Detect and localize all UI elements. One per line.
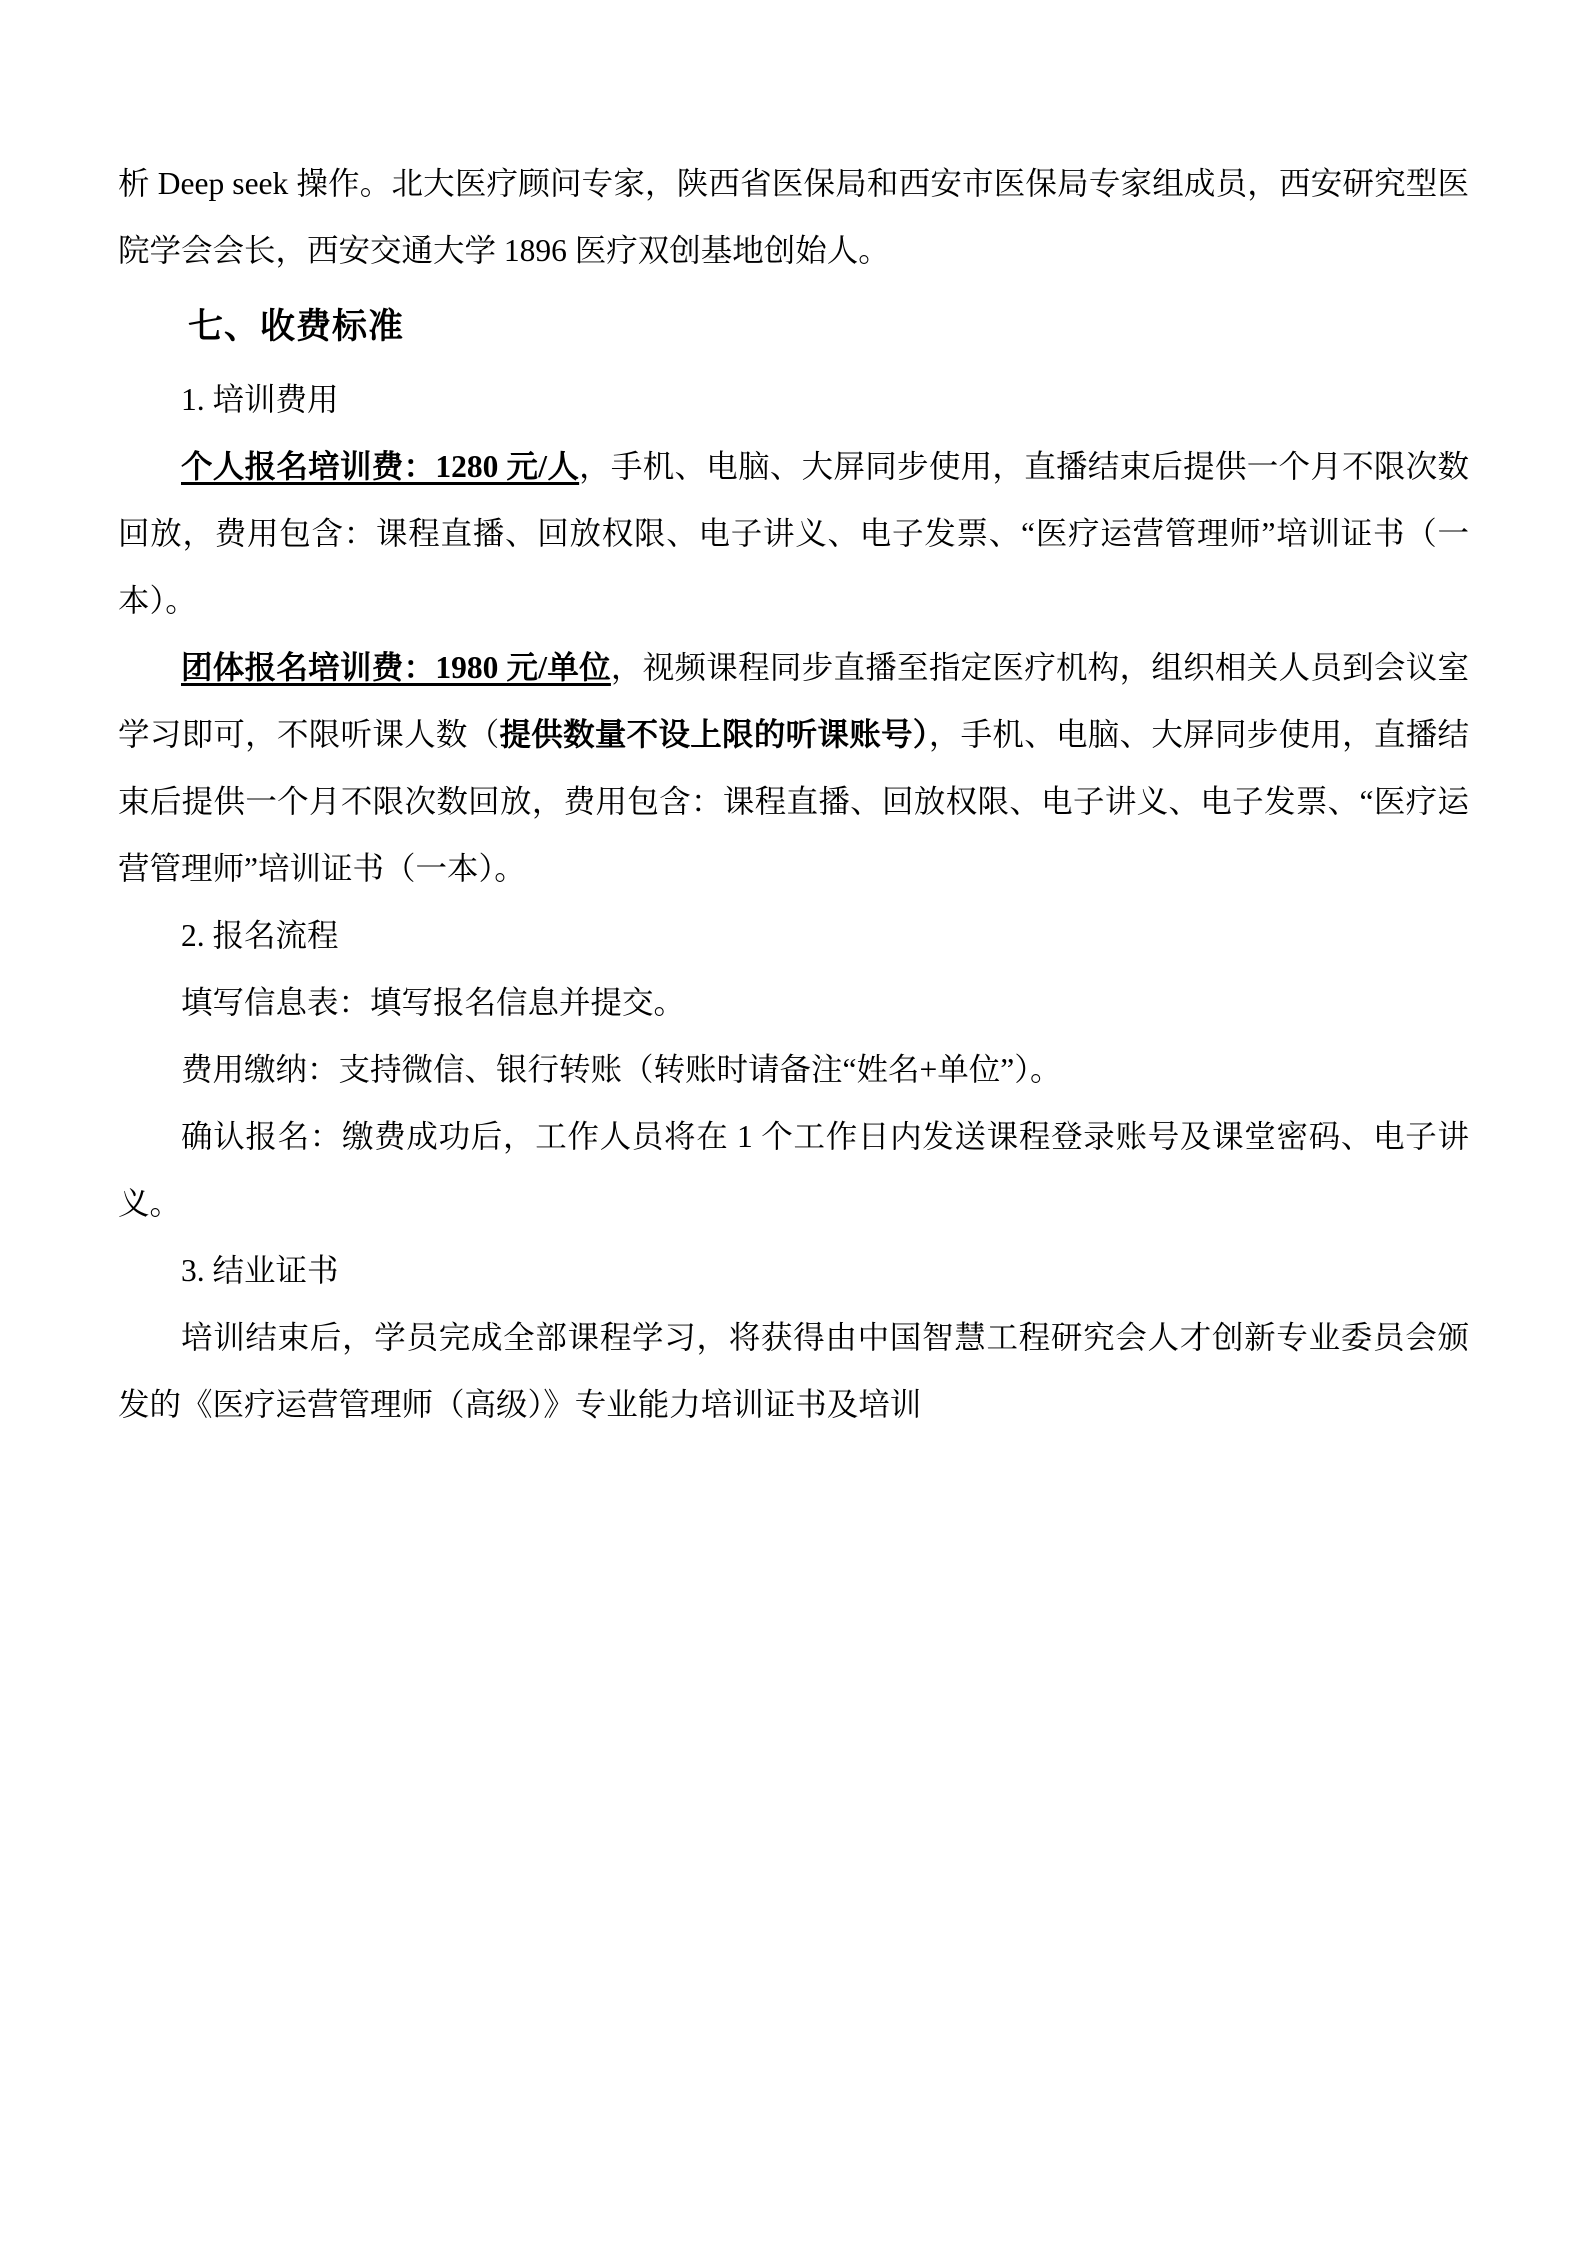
individual-fee-rest: ，手机、电脑、大屏同步使用，直播结束后提供一个月不限次数回放，费用包含：课程直播、回放权限、电子讲义、电子发票、“医疗运营管理师”培训证书（一本）。 bbox=[118, 449, 1469, 618]
group-fee-strong: 提供数量不设上限的听课账号） bbox=[499, 717, 929, 752]
group-fee-rest: ，手机、电脑、大屏同步使用，直播结束后提供一个月不限次数回放，费用包含：课程直播、回放权限、电子讲义、电子发票、“医疗运营管理师”培训证书（一本）。 bbox=[118, 717, 1469, 886]
document-body bbox=[118, 150, 1469, 1438]
paragraph-intro-continuation: 析 Deep seek 操作。北大医疗顾问专家，陕西省医保局和西安市医保局专家组成员，西安研究型医院学会会长，西安交通大学 1896 医疗双创基地创始人。 bbox=[118, 166, 1469, 268]
paragraph-certificate-detail: 培训结束后，学员完成全部课程学习，将获得由中国智慧工程研究会人才创新专业委员会颁发的《医疗运营管理师（高级）》专业能力培训证书及培训 bbox=[118, 1320, 1469, 1422]
group-fee-mid: ，视频课程同步直播至指定医疗机构，组织相关人员到会议室学习即可，不限听课人数（ bbox=[118, 650, 1469, 752]
paragraph-individual-fee bbox=[118, 433, 1469, 634]
subheading-completion-certificate: 3. 结业证书 bbox=[181, 1253, 339, 1288]
paragraph-step-payment: 费用缴纳：支持微信、银行转账（转账时请备注“姓名+单位”）。 bbox=[181, 1052, 1062, 1087]
individual-fee-lead: 个人报名培训费：1280 元/人 bbox=[181, 449, 580, 484]
paragraph-step-confirm: 确认报名：缴费成功后，工作人员将在 1 个工作日内发送课程登录账号及课堂密码、电子讲义。 bbox=[118, 1119, 1469, 1221]
group-fee-lead: 团体报名培训费：1980 元/单位 bbox=[181, 650, 611, 685]
subheading-registration-process: 2. 报名流程 bbox=[181, 918, 339, 953]
paragraph-group-fee bbox=[118, 634, 1469, 902]
heading-section-seven: 七、收费标准 bbox=[188, 307, 405, 347]
subheading-training-fee: 1. 培训费用 bbox=[181, 382, 339, 417]
paragraph-step-fill-form: 填写信息表：填写报名信息并提交。 bbox=[181, 985, 686, 1020]
